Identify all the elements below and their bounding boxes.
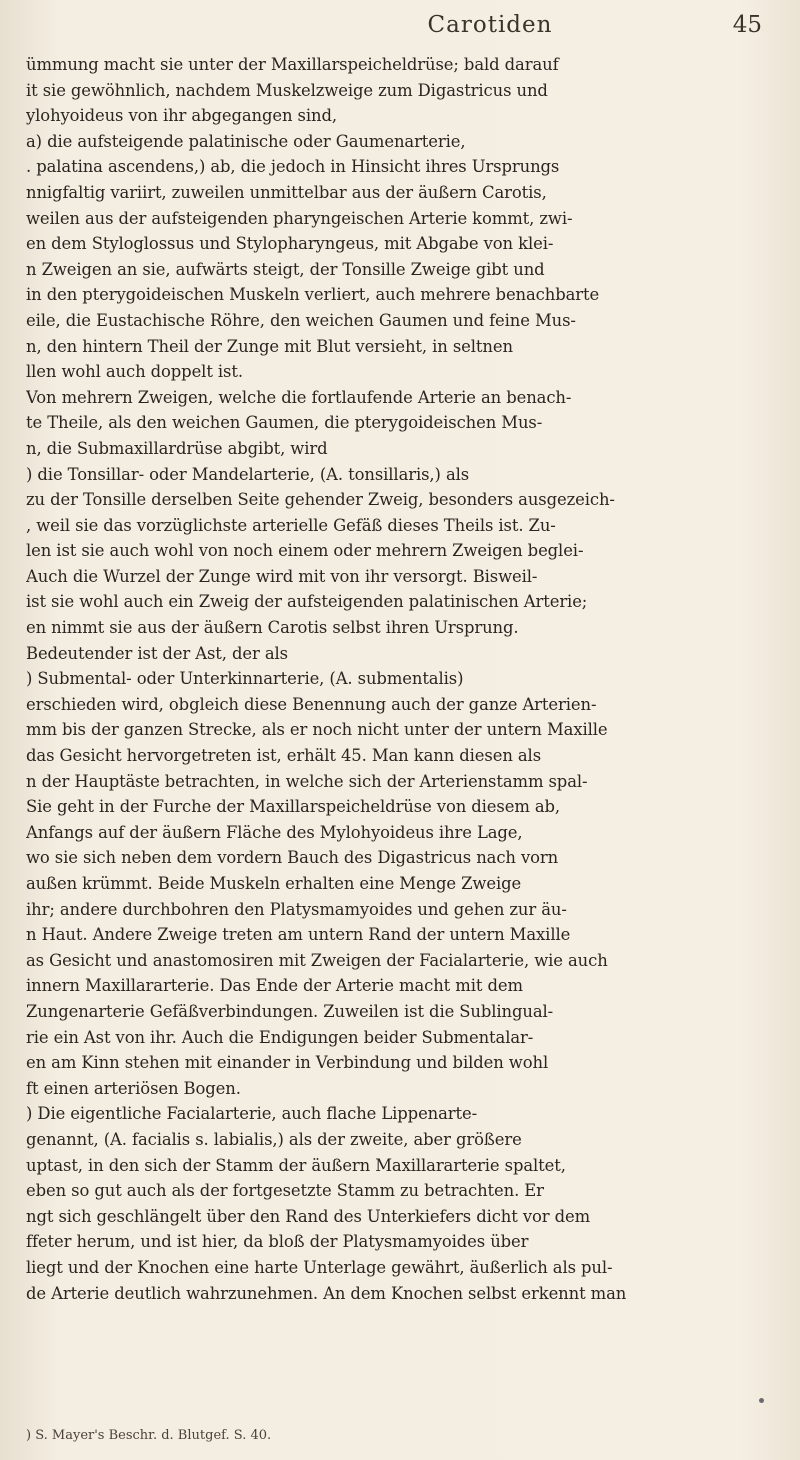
text-line: außen krümmt. Beide Muskeln erhalten eine Menge Zweige <box>26 874 522 893</box>
text-line: ngt sich geschlängelt über den Rand des Unterkiefers dicht vor dem <box>26 1206 591 1226</box>
text-line: zu der Tonsille derselben Seite gehender Zweig, besonders ausgezeich- <box>26 490 615 510</box>
text-line: mm bis der ganzen Strecke, als er noch nicht unter der untern Maxille <box>26 720 608 740</box>
text-line: n, den hintern Theil der Zunge mit Blut versieht, in seltnen <box>26 336 513 356</box>
text-line: uptast, in den sich der Stamm der äußern Maxillararterie spaltet, <box>26 1155 566 1175</box>
text-line: wo sie sich neben dem vordern Bauch des Digastricus nach vorn <box>26 848 559 868</box>
text-line: Sie geht in der Furche der Maxillarspeicheldrüse von diesem ab, <box>26 797 561 817</box>
text-line: ) Submental- oder Unterkinnarterie, (A. submentalis) <box>26 669 464 689</box>
text-line: eben so gut auch als der fortgesetzte Stamm zu betrachten. Er <box>26 1181 544 1201</box>
text-line: de Arterie deutlich wahrzunehmen. An dem Knochen selbst erkennt man <box>26 1283 627 1303</box>
text-line: innern Maxillararterie. Das Ende der Arterie macht mit dem <box>26 976 523 996</box>
body-text <box>26 52 772 1306</box>
text-line: en dem Styloglossus und Stylopharyngeus, mit Abgabe von klei- <box>26 234 554 254</box>
text-line: . palatina ascendens,) ab, die jedoch in Hinsicht ihres Ursprungs <box>26 157 560 177</box>
text-line: te Theile, als den weichen Gaumen, die pterygoideischen Mus- <box>26 413 543 433</box>
text-line: genannt, (A. facialis s. labialis,) als der zweite, aber größere <box>26 1129 522 1149</box>
text-line: llen wohl auch doppelt ist. <box>26 362 243 382</box>
text-line: ffeter herum, und ist hier, da bloß der Platysmamyoides über <box>26 1232 529 1252</box>
text-line: ylohyoideus von ihr abgegangen sind, <box>26 106 337 126</box>
text-line: das Gesicht hervorgetreten ist, erhält 45. Man kann diesen als <box>26 746 542 766</box>
text-line: eile, die Eustachische Röhre, den weichen Gaumen und feine Mus- <box>26 310 576 330</box>
text-line: nnigfaltig variirt, zuweilen unmittelbar aus der äußern Carotis, <box>26 182 547 202</box>
text-line: n Zweigen an sie, aufwärts steigt, der Tonsille Zweige gibt und <box>26 259 545 279</box>
text-line: en am Kinn stehen mit einander in Verbindung und bilden wohl <box>26 1053 549 1073</box>
footnote: ) S. Mayer's Beschr. d. Blutgef. S. 40. <box>26 1428 272 1443</box>
text-line: it sie gewöhnlich, nachdem Muskelzweige zum Digastricus und <box>26 80 548 100</box>
ink-speck <box>759 1398 764 1403</box>
text-line: ) Die eigentliche Facialarterie, auch flache Lippenarte- <box>26 1104 478 1124</box>
page-number: 45 <box>732 12 762 38</box>
text-line: , weil sie das vorzüglichste arterielle Gefäß dieses Theils ist. Zu- <box>26 515 556 535</box>
text-line: ) die Tonsillar- oder Mandelarterie, (A. tonsillaris,) als <box>26 464 470 484</box>
text-line: Anfangs auf der äußern Fläche des Mylohyoideus ihre Lage, <box>26 822 523 842</box>
text-line: n Haut. Andere Zweige treten am untern Rand der untern Maxille <box>26 925 571 945</box>
text-line: ist sie wohl auch ein Zweig der aufsteigenden palatinischen Arterie; <box>26 592 588 612</box>
text-line: as Gesicht und anastomosiren mit Zweigen der Facialarterie, wie auch <box>26 950 608 970</box>
text-line: a) die aufsteigende palatinische oder Gaumenarterie, <box>26 131 466 151</box>
text-line: ümmung macht sie unter der Maxillarspeicheldrüse; bald darauf <box>26 55 559 74</box>
running-head: Carotiden <box>427 12 553 38</box>
text-line: Auch die Wurzel der Zunge wird mit von ihr versorgt. Bisweil- <box>26 566 538 586</box>
text-line: n, die Submaxillardrüse abgibt, wird <box>26 438 328 458</box>
text-line: n der Hauptäste betrachten, in welche sich der Arterienstamm spal- <box>26 771 588 791</box>
text-line: liegt und der Knochen eine harte Unterlage gewährt, äußerlich als pul- <box>26 1257 613 1277</box>
text-line: weilen aus der aufsteigenden pharyngeischen Arterie kommt, zwi- <box>26 208 573 228</box>
text-line: en nimmt sie aus der äußern Carotis selbst ihren Ursprung. <box>26 618 519 638</box>
text-line: Bedeutender ist der Ast, der als <box>26 643 288 663</box>
text-line: in den pterygoideischen Muskeln verliert, auch mehrere benachbarte <box>26 285 600 305</box>
text-line: ihr; andere durchbohren den Platysmamyoides und gehen zur äu- <box>26 899 567 919</box>
text-line: len ist sie auch wohl von noch einem oder mehrern Zweigen beglei- <box>26 541 584 561</box>
text-line: ft einen arteriösen Bogen. <box>26 1078 241 1098</box>
text-line: rie ein Ast von ihr. Auch die Endigungen beider Submentalar- <box>26 1027 534 1047</box>
text-line: Von mehrern Zweigen, welche die fortlaufende Arterie an benach- <box>26 387 572 407</box>
page-header <box>0 12 800 42</box>
text-line: Zungenarterie Gefäßverbindungen. Zuweilen ist die Sublingual- <box>26 1001 554 1021</box>
text-line: erschieden wird, obgleich diese Benennung auch der ganze Arterien- <box>26 694 597 714</box>
